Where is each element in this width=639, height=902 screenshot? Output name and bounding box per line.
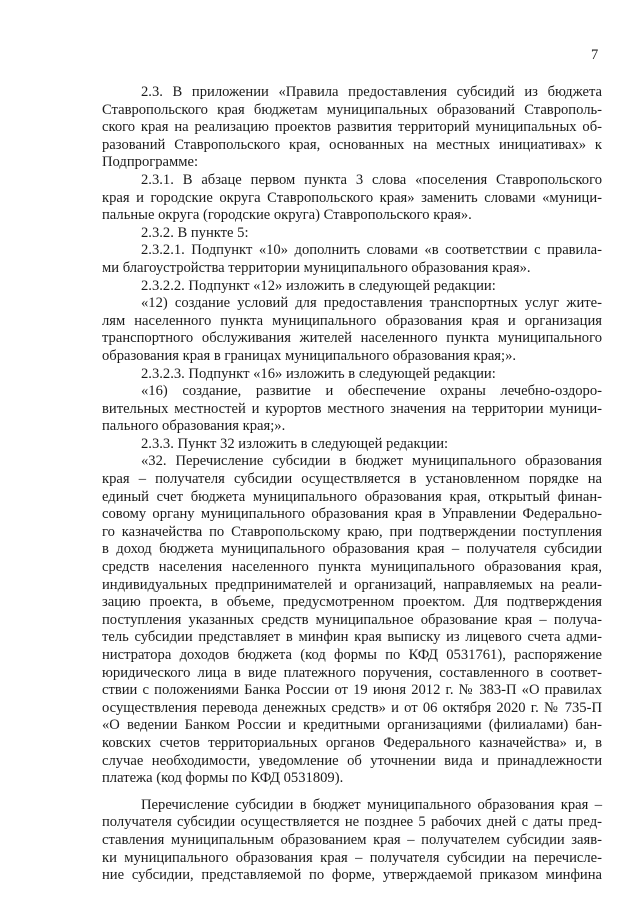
text-line: нистратора доходов бюджета (код формы по КФД 0531761), распоряжение bbox=[102, 647, 602, 663]
text-line: транспортного обслуживания жителей населенного пункта муниципального bbox=[102, 330, 602, 347]
text-line: 2.3.2. В пункте 5: bbox=[141, 224, 249, 241]
text-line: «О ведении Банком России и кредитными организациями (филиалами) бан- bbox=[102, 717, 602, 734]
text-line: зацию проекта, в объеме, предусмотренном проектом. Для подтверждения bbox=[102, 594, 602, 611]
text-line: 2.3. В приложении «Правила предоставления субсидий из бюджета bbox=[141, 84, 602, 100]
text-line: пальные округа (городские округа) Ставропольского края». bbox=[102, 207, 472, 224]
text-line: края и городские округа Ставропольского края» заменить словами «муници- bbox=[102, 189, 602, 206]
text-line: 2.3.1. В абзаце первом пункта 3 слова «поселения Ставропольского bbox=[141, 171, 602, 188]
text-line: лям населенного пункта муниципального образования края и организация bbox=[102, 312, 602, 329]
text-line: индивидуальных предпринимателей и организаций, направляемых на реали- bbox=[102, 576, 602, 593]
text-line: Перечисление субсидии в бюджет муниципального образования края – bbox=[141, 796, 602, 813]
text-line: платежа (код формы по КФД 0531809). bbox=[102, 770, 344, 787]
text-line: го казначейства по Ставропольскому краю, при подтверждении поступления bbox=[102, 523, 602, 540]
text-line: средств населения населенного пункта муниципального образования края, bbox=[102, 559, 602, 576]
text-line: поступления указанных средств муниципальное образование края – получа- bbox=[102, 611, 602, 628]
text-line: ствии с положениями Банка России от 19 июня 2012 г. № 383-П «О правилах bbox=[102, 682, 602, 699]
text-line: Ставропольского края бюджетам муниципальных образований Ставрополь- bbox=[102, 101, 602, 118]
text-line: вительных местностей и курортов местного значения на территории муници- bbox=[102, 400, 602, 417]
text-line: ми благоустройства территории муниципального образования края». bbox=[102, 259, 531, 276]
text-line: 2.3.2.2. Подпункт «12» изложить в следующей редакции: bbox=[141, 277, 496, 294]
text-line: разований Ставропольского края, основанных на местных инициативах» к bbox=[102, 136, 602, 153]
text-line: в доход бюджета муниципального образования края – получателя субсидии bbox=[102, 541, 602, 558]
text-line: юридического лица в виде платежного поручения, составленного в соответ- bbox=[102, 664, 602, 681]
text-line: осуществления перевода денежных средств» и от 06 октября 2020 г. № 735-П bbox=[102, 699, 602, 716]
text-line: образования края в границах муниципального образования края;». bbox=[102, 347, 517, 364]
text-line: «32. Перечисление субсидии в бюджет муниципального образования bbox=[141, 453, 602, 470]
text-line: получателя субсидии осуществляется не позднее 5 рабочих дней с даты пред- bbox=[102, 814, 602, 831]
text-line: тель субсидии представляет в минфин края выписку из лицевого счета адми- bbox=[102, 629, 602, 646]
text-line: 2.3.3. Пункт 32 изложить в следующей редакции: bbox=[141, 435, 449, 452]
text-line: ки муниципального образования края – получателя субсидии на перечисле- bbox=[102, 849, 602, 866]
text-line: «16) создание, развитие и обеспечение охраны лечебно-оздоро- bbox=[141, 383, 602, 400]
text-line: ковских счетов территориальных органов Федерального казначейства» и, в bbox=[102, 734, 602, 751]
text-line: 2.3.2.1. Подпункт «10» дополнить словами «в соответствии с правила- bbox=[141, 242, 602, 259]
text-line: ставления муниципальным образованием края – получателем субсидии заяв- bbox=[102, 831, 602, 848]
page-number: 7 bbox=[591, 47, 599, 63]
text-line: совому органу муниципального образования края в Управлении Федерально- bbox=[102, 506, 602, 523]
text-line: 2.3.2.3. Подпункт «16» изложить в следующей редакции: bbox=[141, 365, 496, 382]
text-line: ского края на реализацию проектов развития территорий муниципальных об- bbox=[102, 119, 602, 136]
text-line: Подпрограмме: bbox=[102, 154, 199, 171]
text-line: «12) создание условий для предоставления транспортных услуг жите- bbox=[141, 295, 602, 312]
text-line: случае необходимости, уведомление об уточнении вида и принадлежности bbox=[102, 752, 602, 769]
text-line: края – получателя субсидии осуществляется в установленном порядке на bbox=[102, 471, 602, 488]
text-line: пального образования края;». bbox=[102, 418, 286, 435]
text-line: ние субсидии, представляемой по форме, утверждаемой приказом минфина bbox=[102, 867, 602, 884]
document-body bbox=[102, 84, 602, 885]
text-line: единый счет бюджета муниципального образования края, открытый финан- bbox=[102, 488, 602, 505]
